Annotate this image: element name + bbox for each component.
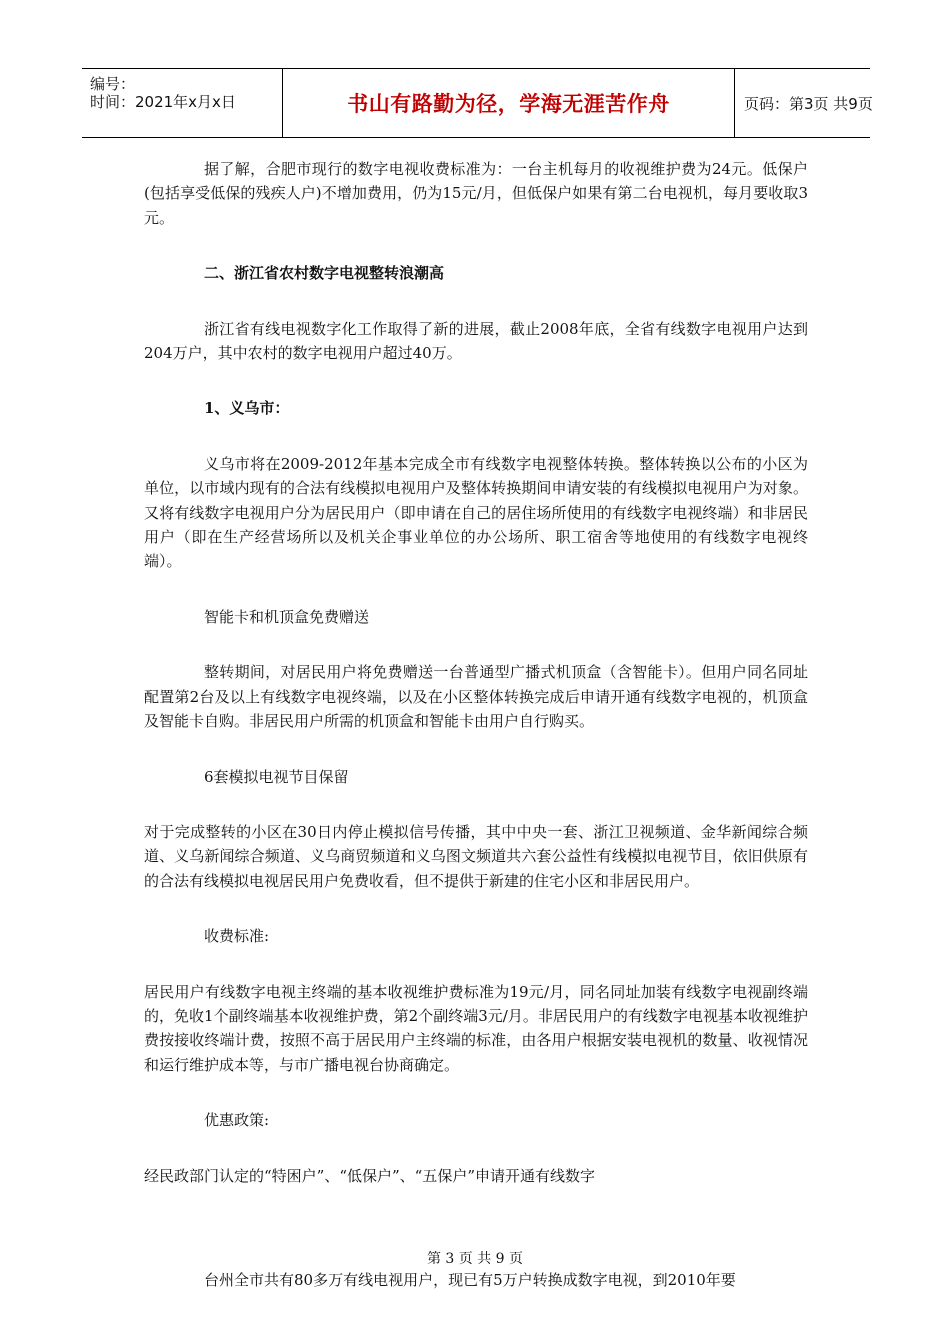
header-motto: 书山有路勤为径，学海无涯苦作舟 [347,92,670,116]
paragraph-fee-standard: 居民用户有线数字电视主终端的基本收视维护费标准为19元/月，同名同址加装有线数字电视副终端的，免收1个副终端基本收视维护费，第2个副终端3元/月。非居民用户的有线数字电视基本收视维护费按接收终端计费，按照不高于居民用户主终端的标准，由各用户根据安装电视机的数量、收视情况和运行维护成本等，与市广播电视台协商确定。 [144,982,808,1074]
document-number-label: 编号： [90,75,136,93]
subtitle-fee-standard: 收费标准: [204,927,270,946]
paragraph-discount-policy: 经民政部门认定的“特困户”、“低保户”、“五保户”申请开通有线数字 [144,1166,596,1185]
page-footer: 第 3 页 共 9 页 [426,1251,524,1267]
header-motto-cell [282,69,735,137]
paragraph-hefei-fees: 据了解，合肥市现行的数字电视收费标准为：一台主机每月的收视维护费为24元。低保户(包括享受低保的残疾人户)不增加费用，仍为15元/月，但低保户如果有第二台电视机，每月要收取3元。 [144,160,808,227]
header-meta [82,69,282,137]
subheading-yiwu: 1、义乌市： [204,399,290,418]
header-page-info: 页码：第3页 共9页 [744,94,873,113]
paragraph-taizhou: 台州全市共有80多万有线电视用户，现已有5万户转换成数字电视，到2010年要 [204,1270,736,1289]
section-heading-zhejiang: 二、浙江省农村数字电视整转浪潮高 [204,264,445,283]
paragraph-set-top-box: 整转期间，对居民用户将免费赠送一台普通型广播式机顶盒（含智能卡）。但用户同名同址配置第2台及以上有线数字电视终端，以及在小区整体转换完成后申请开通有线数字电视的，机顶盒及智能卡自购。非居民用户所需的机顶盒和智能卡由用户自行购买。 [144,663,808,731]
paragraph-zhejiang-progress: 浙江省有线电视数字化工作取得了新的进展，截止2008年底，全省有线数字电视用户达到204万户，其中农村的数字电视用户超过40万。 [144,319,808,363]
paragraph-analog-channels: 对于完成整转的小区在30日内停止模拟信号传播，其中中央一套、浙江卫视频道、金华新闻综合频道、义乌新闻综合频道、义乌商贸频道和义乌图文频道共六套公益性有线模拟电视节目，依旧供原有的合法有线模拟电视居民用户免费收看，但不提供于新建的住宅小区和非居民用户。 [144,822,808,890]
paragraph-yiwu-conversion: 义乌市将在2009-2012年基本完成全市有线数字电视整体转换。整体转换以公布的小区为单位，以市域内现有的合法有线模拟电视用户及整体转换期间申请安装的有线模拟电视用户为对象。又将有线数字电视用户分为居民用户（即申请在自己的居住场所使用的有线数字电视终端）和非居民用户（即在生产经营场所以及机关企事业单位的办公场所、职工宿舍等地使用的有线数字电视终端）。 [144,454,808,571]
subtitle-discount-policy: 优惠政策: [204,1111,270,1130]
subtitle-free-cards: 智能卡和机顶盒免费赠送 [204,607,370,626]
document-body [144,157,808,1292]
page-header [82,68,873,138]
document-time-label: 时间：2021年x月x日 [90,93,236,111]
subtitle-analog-channels: 6套模拟电视节目保留 [204,767,349,786]
